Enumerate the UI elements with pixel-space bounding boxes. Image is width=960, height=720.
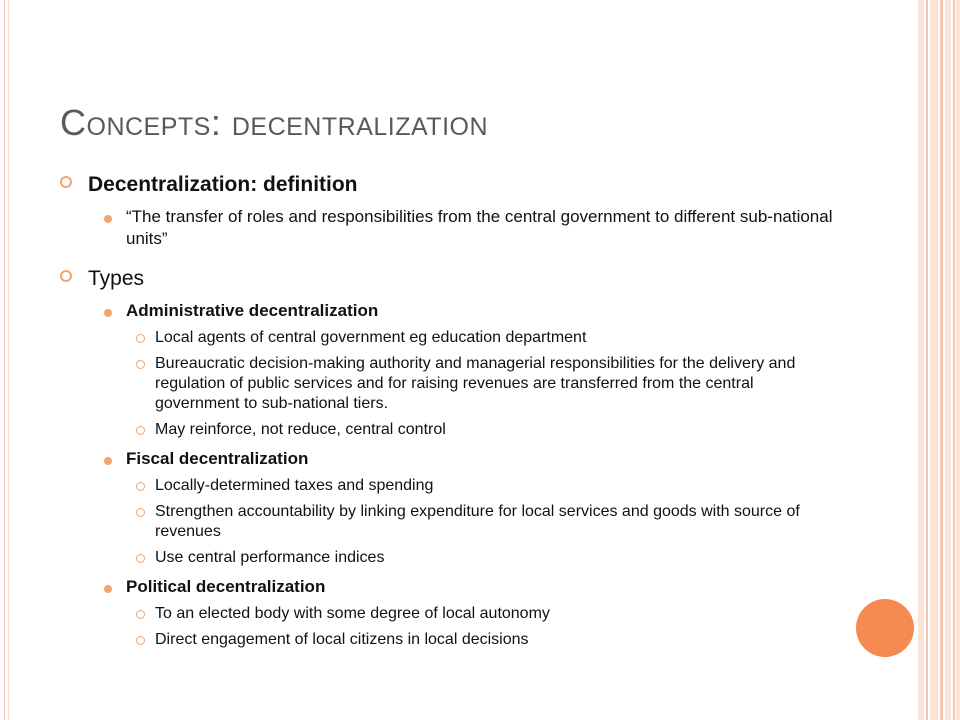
bullet-level2 [60,448,840,470]
left-border-line-inner [8,0,9,720]
right-stripe [953,0,955,720]
bullet-level1 [60,170,840,200]
list-item: To an elected body with some degree of local autonomy [155,605,550,622]
ring-bullet-icon [136,554,145,563]
slide-title: Concepts: decentralization [60,102,489,143]
type-heading: Administrative decentralization [126,301,379,320]
list-item: Strengthen accountability by linking expenditure for local services and goods with source of revenues [155,503,800,540]
right-stripe [918,0,924,720]
dot-bullet-icon [104,309,112,317]
dot-bullet-icon [104,457,112,465]
list-item: Use central performance indices [155,549,385,566]
ring-bullet-icon [60,176,72,188]
slide-content [60,170,840,650]
type-heading: Fiscal decentralization [126,449,309,468]
ring-bullet-icon [136,508,145,517]
definition-text: “The transfer of roles and responsibilities from the central government to different sub-national units” [126,207,833,248]
bullet-level2 [60,300,840,322]
list-item: Local agents of central government eg education department [155,329,587,346]
type-heading: Political decentralization [126,577,326,596]
bullet-level3 [60,354,840,414]
ring-bullet-icon [136,482,145,491]
bullet-level1 [60,264,840,294]
bullet-level3 [60,328,840,348]
right-stripe [956,0,960,720]
right-stripe [930,0,938,720]
right-stripe [926,0,928,720]
ring-bullet-icon [136,426,145,435]
bullet-level3 [60,548,840,568]
ring-bullet-icon [136,334,145,343]
bullet-level2 [60,206,840,250]
ring-bullet-icon [136,360,145,369]
bullet-level3 [60,502,840,542]
ring-bullet-icon [136,610,145,619]
list-item: May reinforce, not reduce, central control [155,421,446,438]
ring-bullet-icon [60,270,72,282]
dot-bullet-icon [104,585,112,593]
section-heading: Decentralization: definition [88,173,358,196]
bullet-level3 [60,630,840,650]
left-border-line [4,0,5,720]
list-item: Direct engagement of local citizens in local decisions [155,631,529,648]
bullet-level3 [60,476,840,496]
ring-bullet-icon [136,636,145,645]
decorative-circle-icon [856,599,914,657]
right-stripe [945,0,951,720]
list-item: Bureaucratic decision-making authority and managerial responsibilities for the delivery and regulation of public services and for raising revenues are transferred from the central government to sub-national tiers. [155,355,796,412]
bullet-level2 [60,576,840,598]
section-heading: Types [88,267,145,290]
dot-bullet-icon [104,215,112,223]
bullet-level3 [60,604,840,624]
right-stripe [940,0,943,720]
list-item: Locally-determined taxes and spending [155,477,434,494]
bullet-level3 [60,420,840,440]
